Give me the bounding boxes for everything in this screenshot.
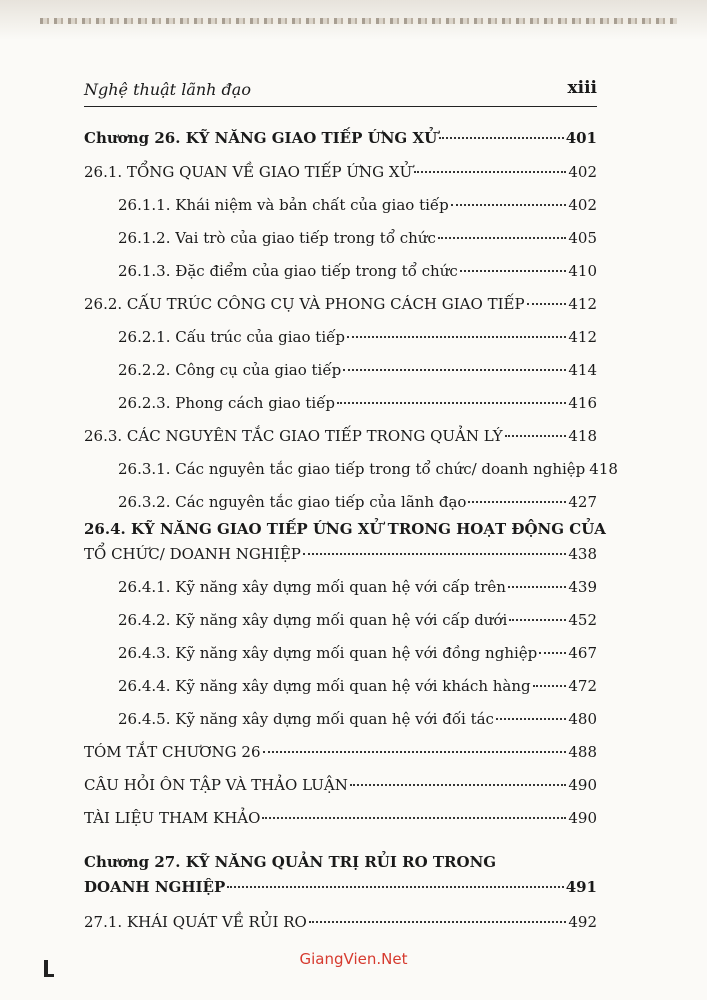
- toc-entry-title: 26.2.3. Phong cách giao tiếp: [118, 394, 336, 412]
- toc-entry-title: 26.4.1. Kỹ năng xây dựng mối quan hệ với cấp trên: [118, 578, 506, 596]
- page-number: xiii: [567, 78, 597, 98]
- toc-entry-title-line1: 26.4. KỸ NĂNG GIAO TIẾP ỨNG XỬ TRONG HOẠT ĐỘNG CỦA: [84, 520, 606, 538]
- toc-entry-page: 488: [568, 743, 597, 761]
- book-title: Nghệ thuật lãnh đạo: [84, 80, 251, 99]
- toc-entry-title: 26.3.2. Các nguyên tắc giao tiếp của lãnh đạo: [118, 493, 467, 511]
- toc-entry-section[interactable]: [84, 742, 597, 762]
- toc-entry-title: 26.1. TỔNG QUAN VỀ GIAO TIẾP ỨNG XỬ: [84, 163, 413, 181]
- toc-entry-section[interactable]: [84, 162, 597, 182]
- toc-entry-subsection[interactable]: [118, 228, 597, 248]
- watermark-text: GiangVien.Net: [299, 950, 408, 968]
- toc-entry-title: 26.4.4. Kỹ năng xây dựng mối quan hệ với khách hàng: [118, 677, 531, 695]
- toc-entry-title: 26.3.1. Các nguyên tắc giao tiếp trong tổ chức/ doanh nghiệp: [118, 460, 586, 478]
- toc-entry-title: TÓM TẮT CHƯƠNG 26: [84, 743, 261, 761]
- toc-entry-title: 26.1.1. Khái niệm và bản chất của giao tiếp: [118, 196, 449, 214]
- toc-entry-page: 414: [568, 361, 597, 379]
- toc-leader-dots: [508, 586, 566, 588]
- toc-entry-page: 412: [568, 295, 597, 313]
- toc-entry-title: Chương 26. KỸ NĂNG GIAO TIẾP ỨNG XỬ: [84, 129, 438, 147]
- toc-entry-page: 405: [568, 229, 597, 247]
- toc-leader-dots: [309, 921, 567, 923]
- toc-leader-dots: [509, 619, 566, 621]
- toc-entry-page: 402: [568, 163, 597, 181]
- toc-leader-dots: [337, 402, 566, 404]
- toc-entry-subsection[interactable]: [118, 360, 597, 380]
- toc-entry-title: DOANH NGHIỆP: [84, 878, 226, 896]
- toc-entry-page: 490: [568, 809, 597, 827]
- toc-entry-page: 491: [565, 878, 597, 896]
- toc-entry-page: 410: [568, 262, 597, 280]
- toc-entry-section[interactable]: [84, 808, 597, 828]
- toc-entry-subsection[interactable]: [118, 577, 597, 597]
- toc-entry-subsection[interactable]: [118, 643, 597, 663]
- toc-entry-page: 452: [568, 611, 597, 629]
- toc-entry-title-line1: Chương 27. KỸ NĂNG QUẢN TRỊ RỦI RO TRONG: [84, 853, 497, 871]
- toc-entry-page: 402: [568, 196, 597, 214]
- toc-entry-page: 467: [568, 644, 597, 662]
- toc-entry-page: 438: [568, 545, 597, 563]
- toc-entry-page: 472: [568, 677, 597, 695]
- toc-entry-section[interactable]: [84, 912, 597, 932]
- toc-leader-dots: [527, 303, 567, 305]
- toc-entry-subsection[interactable]: [118, 676, 597, 696]
- toc-entry-subsection[interactable]: [118, 459, 618, 479]
- toc-leader-dots: [496, 718, 566, 720]
- toc-leader-dots: [460, 270, 567, 272]
- toc-leader-dots: [533, 685, 567, 687]
- toc-entry-chapter-27[interactable]: [84, 877, 597, 897]
- toc-entry-section[interactable]: [84, 294, 597, 314]
- toc-leader-dots: [350, 784, 567, 786]
- toc-entry-title: CÂU HỎI ÔN TẬP VÀ THẢO LUẬN: [84, 776, 348, 794]
- toc-entry-page: 418: [568, 427, 597, 445]
- toc-entry-title: TÀI LIỆU THAM KHẢO: [84, 809, 261, 827]
- toc-entry-title: 26.4.3. Kỹ năng xây dựng mối quan hệ với đồng nghiệp: [118, 644, 538, 662]
- toc-entry-page: 490: [568, 776, 597, 794]
- toc-entry-title: 26.1.2. Vai trò của giao tiếp trong tổ chức: [118, 229, 436, 247]
- toc-entry-subsection[interactable]: [118, 327, 597, 347]
- toc-entry-page: 492: [568, 913, 597, 931]
- toc-entry-page: 418: [589, 460, 618, 478]
- toc-entry-page: 439: [568, 578, 597, 596]
- toc-entry-section[interactable]: [84, 426, 597, 446]
- toc-entry-title: 26.3. CÁC NGUYÊN TẮC GIAO TIẾP TRONG QUẢN LÝ: [84, 427, 503, 445]
- toc-entry-title: 26.1.3. Đặc điểm của giao tiếp trong tổ chức: [118, 262, 458, 280]
- toc-entry-page: 401: [565, 129, 597, 147]
- toc-entry-page: 412: [568, 328, 597, 346]
- toc-leader-dots: [439, 137, 564, 139]
- toc-leader-dots: [303, 553, 567, 555]
- toc-entry-title: 26.4.5. Kỹ năng xây dựng mối quan hệ với đối tác: [118, 710, 494, 728]
- toc-leader-dots: [343, 369, 566, 371]
- toc-entry-section[interactable]: [84, 544, 597, 564]
- toc-entry-subsection[interactable]: [118, 393, 597, 413]
- toc-leader-dots: [505, 435, 567, 437]
- toc-leader-dots: [263, 751, 567, 753]
- toc-entry-title: 26.2. CẤU TRÚC CÔNG CỤ VÀ PHONG CÁCH GIAO TIẾP: [84, 295, 525, 313]
- toc-entry-chapter-26[interactable]: [84, 128, 597, 148]
- toc-entry-page: 416: [568, 394, 597, 412]
- toc-entry-title: 27.1. KHÁI QUÁT VỀ RỦI RO: [84, 913, 307, 931]
- toc-leader-dots: [438, 237, 566, 239]
- toc-entry-title: TỔ CHỨC/ DOANH NGHIỆP: [84, 545, 301, 563]
- toc-entry-title: 26.4.2. Kỹ năng xây dựng mối quan hệ với cấp dưới: [118, 611, 508, 629]
- toc-entry-subsection[interactable]: [118, 610, 597, 630]
- toc-entry-title: 26.2.1. Cấu trúc của giao tiếp: [118, 328, 345, 346]
- toc-leader-dots: [262, 817, 566, 819]
- toc-leader-dots: [347, 336, 566, 338]
- toc-leader-dots: [468, 501, 566, 503]
- toc-leader-dots: [539, 652, 566, 654]
- toc-leader-dots: [227, 886, 563, 888]
- toc-leader-dots: [414, 171, 566, 173]
- toc-entry-subsection[interactable]: [118, 195, 597, 215]
- toc-entry-section[interactable]: [84, 775, 597, 795]
- toc-entry-title: 26.2.2. Công cụ của giao tiếp: [118, 361, 342, 379]
- toc-entry-subsection[interactable]: [118, 492, 597, 512]
- toc-entry-subsection[interactable]: [118, 261, 597, 281]
- toc-entry-subsection[interactable]: [118, 709, 597, 729]
- toc-entry-page: 427: [568, 493, 597, 511]
- toc-entry-page: 480: [568, 710, 597, 728]
- toc-leader-dots: [451, 204, 567, 206]
